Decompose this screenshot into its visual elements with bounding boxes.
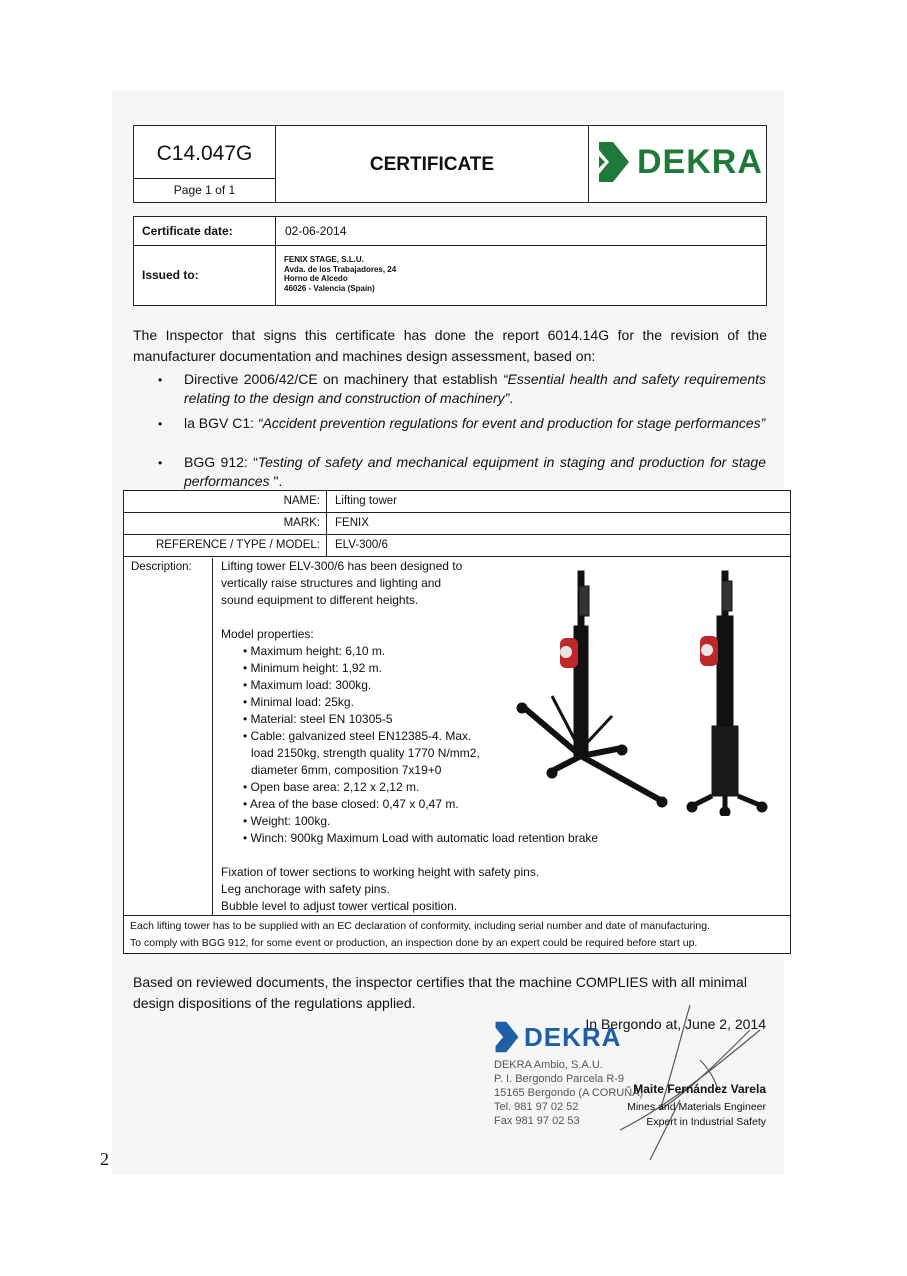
conclusion-paragraph: Based on reviewed documents, the inspector certifies that the machine COMPLIES with all minimal design dispositions of the regulations applied.	[133, 974, 747, 1011]
lifting-tower-image	[512, 566, 777, 816]
dekra-logo-text: DEKRA	[637, 142, 763, 181]
property-item: • Material: steel EN 10305-5	[243, 712, 393, 726]
property-item: • Maximum height: 6,10 m.	[243, 644, 386, 658]
bullet-bgv	[184, 414, 766, 433]
property-item: • Minimum height: 1,92 m.	[243, 661, 382, 675]
bullet-text: BGG 912: “	[184, 454, 258, 470]
bullet-dot: •	[158, 373, 163, 387]
dekra-arrow-icon	[597, 140, 631, 184]
tower-closed-image	[687, 571, 767, 816]
bullet-dot: •	[158, 456, 163, 470]
bullet-tail: .	[509, 390, 514, 406]
property-item: • Maximum load: 300kg.	[243, 678, 372, 692]
property-item: diameter 6mm, composition 7x19+0	[251, 763, 442, 777]
issued-label: Issued to:	[134, 246, 276, 305]
bullet-tail: ".	[269, 473, 283, 489]
certificate-header	[133, 125, 767, 203]
bullet-dot: •	[158, 417, 163, 431]
header-code-cell	[134, 126, 276, 202]
footer-line: Each lifting tower has to be supplied with an EC declaration of conformity, including serial number and date of manufacturing.	[130, 920, 710, 932]
description-label: Description:	[124, 558, 213, 915]
row-key: NAME:	[124, 491, 327, 512]
property-item: • Minimal load: 25kg.	[243, 695, 354, 709]
stamp-logo-text: DEKRA	[524, 1021, 622, 1052]
tower-open-image	[517, 571, 667, 807]
info-row-date	[134, 217, 766, 246]
bullet-italic-text: “Accident prevention regulations for event and production for stage performances”	[257, 415, 766, 431]
date-value: 02-06-2014	[285, 224, 347, 238]
description-line: sound equipment to different heights.	[221, 593, 419, 607]
address-line: Horno de Alcedo	[284, 274, 348, 283]
footer-line: To comply with BGG 912, for some event or production, an inspection done by an expert could be required before start up.	[130, 937, 698, 949]
row-value: Lifting tower	[335, 495, 398, 507]
bullet-directive	[184, 370, 766, 408]
page-indicator: Page 1 of 1	[173, 183, 236, 197]
winch-drum-right	[701, 644, 713, 656]
dekra-logo	[597, 140, 763, 184]
date-label: Certificate date:	[134, 217, 276, 245]
description-line: Lifting tower ELV-300/6 has been designed to	[221, 559, 463, 573]
bullet-bgg	[184, 453, 766, 491]
property-item: • Cable: galvanized steel EN12385-4. Max.	[243, 729, 472, 743]
info-table	[133, 216, 767, 306]
machine-row-model	[124, 535, 790, 557]
property-item: • Open base area: 2,12 x 2,12 m.	[243, 780, 420, 794]
machine-row-name	[124, 491, 790, 513]
issued-address	[284, 255, 396, 293]
property-item: • Winch: 900kg Maximum Load with automatic load retention brake	[243, 831, 599, 845]
property-item: load 2150kg, strength quality 1770 N/mm2,	[251, 746, 480, 760]
bullet-italic-text: Testing of safety and mechanical equipment in staging and production for stage performances	[184, 454, 766, 489]
address-line: 46026 - Valencia (Spain)	[284, 283, 375, 293]
row-key: REFERENCE / TYPE / MODEL:	[124, 535, 327, 556]
signer-role: Mines and Materials Engineer	[627, 1101, 766, 1113]
stamp-line: DEKRA Ambio, S.A.U.	[494, 1059, 603, 1071]
signer-role: Expert in Industrial Safety	[646, 1116, 766, 1128]
bullet-text: Directive 2006/42/CE on machinery that establish	[184, 371, 503, 387]
dekra-arrow-icon	[494, 1020, 520, 1054]
place-date: In Bergondo at, June 2, 2014	[585, 1016, 766, 1032]
address-line: Avda. de los Trabajadores, 24	[284, 264, 397, 274]
row-value: FENIX	[335, 517, 369, 529]
table-footer	[124, 915, 790, 953]
intro-paragraph: The Inspector that signs this certificate has done the report 6014.14G for the revision of the manufacturer documentation and machines design assessment, based on:	[133, 327, 767, 364]
bullet-italic-text: “Essential health and safety requirements relating to the design and construction of machinery”	[184, 371, 766, 406]
address-line: FENIX STAGE, S.L.U.	[284, 255, 364, 264]
certificate-title: CERTIFICATE	[276, 126, 589, 202]
header-logo-cell	[589, 126, 766, 202]
row-value: ELV-300/6	[335, 539, 388, 551]
row-key: MARK:	[124, 513, 327, 534]
certificate-code: C14.047G	[134, 126, 275, 179]
signer-name: Maite Fernández Varela	[633, 1082, 766, 1096]
bullet-text: la BGV C1:	[184, 415, 258, 431]
feature-line: Fixation of tower sections to working height with safety pins.	[221, 865, 540, 879]
winch-drum-left	[560, 646, 572, 658]
stamp-line: 15165 Bergondo (A CORUÑA)	[494, 1087, 644, 1099]
description-line: vertically raise structures and lighting and	[221, 576, 442, 590]
stamp-line: P. I. Bergondo Parcela R-9	[494, 1073, 625, 1085]
stamp-line: Fax 981 97 02 53	[494, 1115, 580, 1127]
machine-row-mark	[124, 513, 790, 535]
feature-line: Leg anchorage with safety pins.	[221, 882, 390, 896]
property-item: • Weight: 100kg.	[243, 814, 331, 828]
page-number: 2	[100, 1149, 109, 1169]
stamp-line: Tel. 981 97 02 52	[494, 1101, 579, 1113]
feature-line: Bubble level to adjust tower vertical position.	[221, 899, 458, 913]
properties-title: Model properties:	[221, 627, 314, 641]
property-item: • Area of the base closed: 0,47 x 0,47 m.	[243, 797, 459, 811]
